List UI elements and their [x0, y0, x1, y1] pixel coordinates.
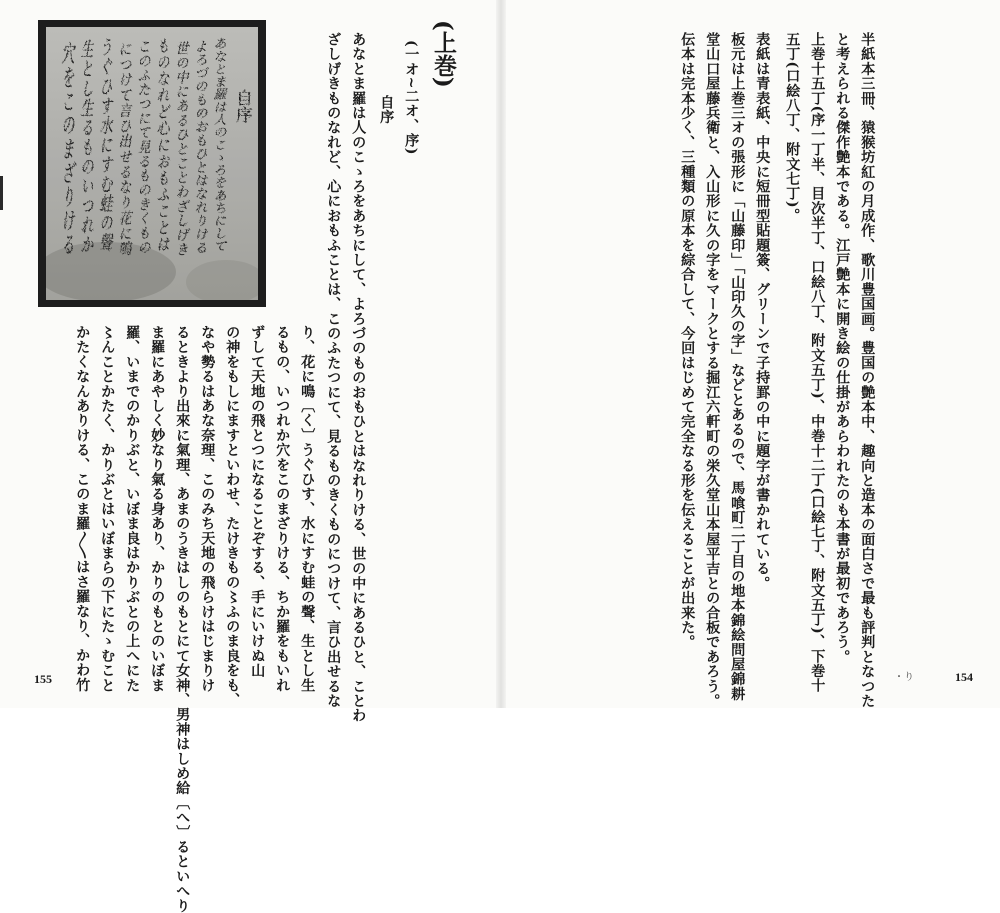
- manuscript-column: うぐひす水にすむ蛙の聲: [96, 37, 112, 180]
- manuscript-column: 生とし生るものいつれか: [77, 39, 93, 182]
- page-number-left: 155: [34, 672, 52, 686]
- column-body: は上巻三オの張形に「山藤印」「山印久の字」などとあるので、馬喰町二丁目の地本錦絵問屋錦耕: [729, 61, 746, 702]
- manuscript-column: 世の中にあるひとことわざしげき: [172, 41, 188, 236]
- right-text-column: と考えられる傑作艶本である。江戸艶本に開き絵の仕掛があらわれたのも本書が最初であろう。: [834, 32, 851, 665]
- manuscript-script: [59, 37, 253, 256]
- lead-phrase: 表紙は青表紙: [754, 32, 771, 121]
- right-text-column: [755, 32, 769, 591]
- left-text-column: あなとま羅は人のこゝろをあちにして、よろづのものおもひとはなれりける、世の中にあるひと、ことわ: [350, 32, 367, 723]
- left-text-column: 羅、いまでのかりぶと、いぼま良はかりぶとの上へにた: [124, 325, 141, 693]
- left-text-column: なや勢るはあな奈理、このみち天地の飛らけはじまりけ: [199, 325, 216, 693]
- manuscript-column: よろづのものおもひとはなれりける: [191, 39, 207, 247]
- manuscript-column: あなとま羅は人のこゝろをあちにして: [210, 37, 226, 258]
- manuscript-column: 穴をこのまざりける: [58, 41, 74, 158]
- left-text-column: かたくなんありける、このま羅〳〵はさ羅なり、かわ竹: [74, 325, 91, 692]
- margin-mark: ・り: [894, 672, 914, 683]
- left-text-column: ま羅にあやしく妙なり氣る身あり、かりのもとのいぼま: [149, 325, 166, 693]
- right-text-column: 堂山口屋藤兵衛と、入山形に久の字をマークとする掘江六軒町の栄久堂山本屋平吉との合板であろう。: [704, 32, 721, 709]
- left-text-column: の神をもしにますといわせ、たけきもの〻ふのま良をも、: [224, 325, 241, 708]
- manuscript-column: につけて言ひ出せるなり花に鳴: [115, 41, 131, 223]
- manuscript-column: このふたつにて見るものきくもの: [134, 39, 150, 234]
- manuscript-caption: 自序: [232, 89, 252, 123]
- page-edge-mark: [0, 176, 3, 210]
- page-number-right: 154: [955, 670, 973, 684]
- lead-phrase: 板元: [729, 32, 746, 62]
- left-text-column: 自序: [378, 95, 395, 125]
- section-heading: (上巻): [430, 20, 457, 88]
- right-text-column: [730, 32, 744, 701]
- left-text-column: ずして天地の飛とつになることぞする、手にいけぬ山: [249, 325, 266, 678]
- left-text-column: ざしげきものなれど、心におもふことは、このふたつにて、見るものきくものにつけて、言ひ出せるな: [325, 32, 342, 709]
- right-text-column: 伝本は完本少く、三種類の原本を綜合して、今回はじめて完全なる形を伝えることが出来た。: [679, 32, 696, 650]
- left-text-column: るもの、いつれか穴をこのまざりける、ちか羅をもいれ: [274, 325, 291, 693]
- right-text-column: 半紙本三冊、猿猴坊紅の月成作、歌川豊国画。豊国の艶本中、趣向と造本の面白さで最も評判となつた: [859, 32, 876, 709]
- left-text-column: るときより出來に氣理、あまのうきはしのもとにて女神、男神はしめ給〔へ〕るといへり: [174, 325, 191, 913]
- left-text-column: 〻んことかたく、かりぶとはいぼまらの下にたゝむこと: [99, 325, 116, 693]
- right-text-column: 五丁(口絵八丁、附文七丁)。: [784, 32, 801, 223]
- manuscript-plate: [38, 20, 266, 307]
- right-text-column: 上巻十五丁(序一丁半、目次半丁、口絵八丁、附文五丁)、中巻十二丁(口絵七丁、附文五丁)、下巻十: [809, 32, 826, 693]
- column-body: 、中央に短冊型貼題簽、グリーンで子持罫の中に題字が書かれている。: [754, 120, 771, 591]
- left-text-column: (一オ~二オ、序): [403, 40, 420, 156]
- book-gutter: [496, 0, 506, 708]
- manuscript-paper: [46, 27, 258, 300]
- manuscript-column: ものなれど心におもふことは: [153, 37, 169, 206]
- left-text-column: り、花に鳴〔く〕うぐひす、水にすむ蛙の聲、生とし生: [299, 325, 316, 693]
- manuscript-brushwork: [46, 27, 258, 300]
